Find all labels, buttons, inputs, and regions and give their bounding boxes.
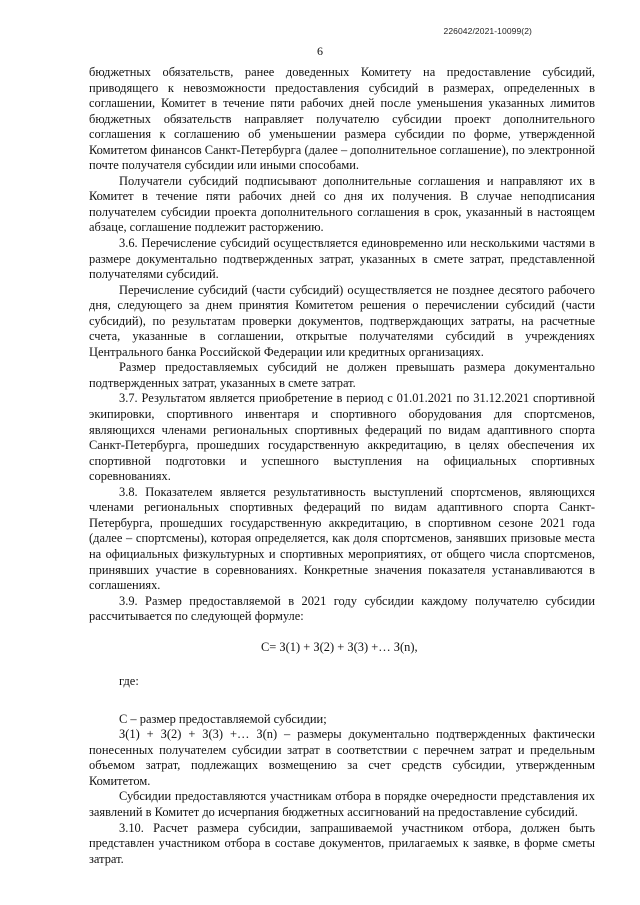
definition-c: С – размер предоставляемой субсидии;: [119, 711, 327, 726]
paragraph-transfer: Перечисление субсидий (части субсидий) осуществляется не позднее десятого рабочего дня, следующего за днем принятия Комитетом решения о перечислении субсидий (части субсидий), по результатам проверки документов, подтверждающих затраты, на расчетные счета, указанные в соглашении, открытые получателями субсидий в учреждениях Центрального банка Российской Федерации или кредитных организациях.: [89, 282, 595, 359]
definition-costs: З(1) + З(2) + З(3) +… З(n) – размеры документально подтвержденных фактически понесенных получателем субсидии затрат в соответствии с перечнем затрат и предельным объемом затрат, подлежащих возмещению за счет средств субсидии, утвержденным Комитетом.: [89, 727, 595, 788]
blank-line: [89, 690, 595, 712]
paragraph-3-10: 3.10. Расчет размера субсидии, запрашиваемой участником отбора, должен быть представлен участником отбора в составе документов, прилагаемых к заявке, в форме сметы затрат.: [89, 820, 595, 866]
paragraph-3-8: 3.8. Показателем является результативность выступлений спортсменов, являющихся членами региональных спортивных федераций по видам адаптивного спорта Санкт-Петербурга, прошедших государственную аккредитацию, в спортивном сезоне 2021 года (далее – спортсмены), которая определяется, как доля спортсменов, занявших призовые места на официальных физкультурных и спортивных мероприятиях, от общего числа спортсменов, принявших участие в соревнованиях. Конкретные значения показателя устанавливаются в соглашениях.: [89, 484, 595, 593]
paragraph-continuation: бюджетных обязательств, ранее доведенных Комитету на предоставление субсидий, приводящего к невозможности предоставления субсидий в размерах, определенных в соглашении, Комитет в течение пяти рабочих дней после уменьшения указанных лимитов бюджетных обязательств направляет получателю субсидии проект дополнительного соглашения к соглашению об уменьшении размера субсидии по форме, утвержденной Комитетом финансов Санкт-Петербурга (далее – дополнительное соглашение), по электронной почте получателя субсидии или иными способами.: [89, 65, 595, 173]
paragraph-signing: Получатели субсидий подписывают дополнительные соглашения и направляют их в Комитет в течение пяти рабочих дней со дня их получения. В случае неподписания получателем субсидии проекта дополнительного соглашения в срок, указанный в настоящем абзаце, соглашение подлежит расторжению.: [89, 173, 595, 235]
paragraph-size-limit: Размер предоставляемых субсидий не должен превышать размера документально подтвержденных затрат, указанных в смете затрат.: [89, 360, 595, 390]
paragraph-3-9: 3.9. Размер предоставляемой в 2021 году субсидии каждому получателю субсидии рассчитывается по следующей формуле:: [89, 593, 595, 624]
paragraph-3-6: 3.6. Перечисление субсидий осуществляется единовременно или несколькими частями в размере документально подтвержденных затрат, указанных в смете затрат, представленной получателями субсидий.: [89, 236, 595, 282]
document-body: [89, 65, 595, 867]
paragraph-order: Субсидии предоставляются участникам отбора в порядке очередности представления их заявлений в Комитет до исчерпания бюджетных ассигнований на предоставление субсидий.: [89, 789, 595, 819]
paragraph-3-7: 3.7. Результатом является приобретение в период с 01.01.2021 по 31.12.2021 спортивной экипировки, спортивного инвентаря и спортивного оборудования для спортсменов, являющихся членами региональных спортивных федераций по видам адаптивного спорта Санкт-Петербурга, прошедших государственную аккредитацию, в целях обеспечения их спортивной подготовки и успешного выступления на официальных спортивных соревнованиях.: [89, 391, 595, 484]
where-label: где:: [119, 673, 139, 688]
document-number: 226042/2021-10099(2): [443, 26, 532, 36]
subsidy-formula: С= З(1) + З(2) + З(3) +… З(n),: [261, 639, 418, 654]
page-number: 6: [317, 44, 323, 58]
